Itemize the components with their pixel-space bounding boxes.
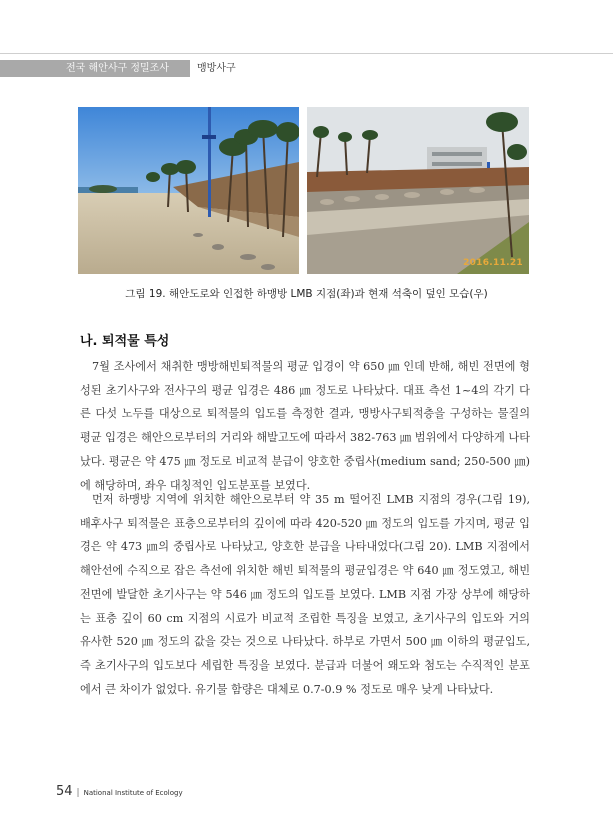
page-footer bbox=[56, 780, 183, 799]
stone-embankment-photo bbox=[307, 107, 529, 274]
footer-separator: | bbox=[76, 788, 80, 798]
header-subtitle: 맹방사구 bbox=[197, 63, 236, 74]
figure-caption: 그림 19. 해안도로와 인접한 하맹방 LMB 지점(좌)과 현재 석축이 덮인 모습(우) bbox=[125, 288, 488, 300]
section-tag: 전국 해안사구 정밀조사 bbox=[0, 60, 190, 77]
beach-road-photo bbox=[78, 107, 299, 274]
header-rule bbox=[0, 53, 613, 54]
footer-organization: National Institute of Ecology bbox=[83, 789, 183, 797]
body-paragraph-1: 7월 조사에서 채취한 맹방해빈퇴적물의 평균 입경이 약 650 ㎛ 인데 반해, 해빈 전면에 형성된 초기사구와 전사구의 평균 입경은 486 ㎛ 정도로 나타났다. 대표 측선 1~4의 각기 다른 다섯 노두를 대상으로 퇴적물의 입도를 측정한 결과, 맹방사구퇴적층을 구성하는 물질의 평균 입경은 해안으로부터의 거리와 해발고도에 따라서 382-763 ㎛ 범위에서 다양하게 나타났다. 평균은 약 475 ㎛ 정도로 비교적 분급이 양호한 중립사(medium sand; 250-500 ㎛)에 해당하며, 좌우 대칭적인 입도분포를 보였다. bbox=[80, 360, 530, 492]
photo-date-stamp: 2016.11.21 bbox=[463, 258, 523, 268]
body-paragraph-2: 먼저 하맹방 지역에 위치한 해안으로부터 약 35 m 떨어진 LMB 지점의 경우(그림 19), 배후사구 퇴적물은 표층으로부터의 깊이에 따라 420-520 ㎛ 정도의 입도를 가지며, 평균 입경은 약 473 ㎛의 중립사로 나타났고, 양호한 분급을 나타내었다(그림 20). LMB 지점에서 해안선에 수직으로 잡은 측선에 위치한 해빈 퇴적물의 평균입경은 약 640 ㎛ 정도였고, 해빈 전면에 발달한 초기사구는 약 546 ㎛ 정도의 입도를 보였다. LMB 지점 가장 상부에 해당하는 표층 깊이 60 cm 지점의 시료가 비교적 조립한 특징을 보였고, 초기사구의 입도와 거의 유사한 520 ㎛ 정도의 값을 갖는 것으로 나타났다. 하부로 가면서 500 ㎛ 이하의 평균입도, 즉 초기사구의 입도보다 세립한 특징을 보였다. 분급과 더불어 왜도와 첨도는 수직적인 분포에서 큰 차이가 없었다. 유기물 함량은 대체로 0.7-0.9 % 정도로 매우 낮게 나타났다. bbox=[80, 493, 530, 696]
page-number: 54 bbox=[56, 784, 73, 799]
running-header bbox=[0, 60, 613, 77]
section-heading: 나. 퇴적물 특성 bbox=[80, 334, 170, 349]
